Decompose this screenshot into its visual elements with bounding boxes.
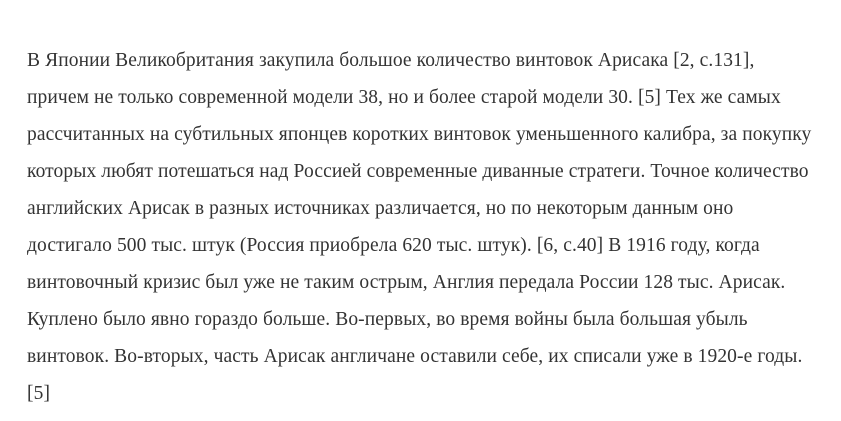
article-paragraph: В Японии Великобритания закупила большое количество винтовок Арисака [2, с.131], причем не только современной модели 38, но и более старой модели 30. [5] Тех же самых рассчитанных на субтильных японцев коротких винтовок уменьшенного калибра, за покупку которых любят потешаться над Россией современные диванные стратеги. Точное количество английских Арисак в разных источниках различается, но по некоторым данным оно достигало 500 тыс. штук (Россия приобрела 620 тыс. штук). [6, с.40] В 1916 году, когда винтовочный кризис был уже не таким острым, Англия передала России 128 тыс. Арисак. Куплено было явно гораздо больше. Во-первых, во время войны была большая убыль винтовок. Во-вторых, часть Арисак англичане оставили себе, их списали уже в 1920-е годы. [5] [27, 49, 812, 404]
